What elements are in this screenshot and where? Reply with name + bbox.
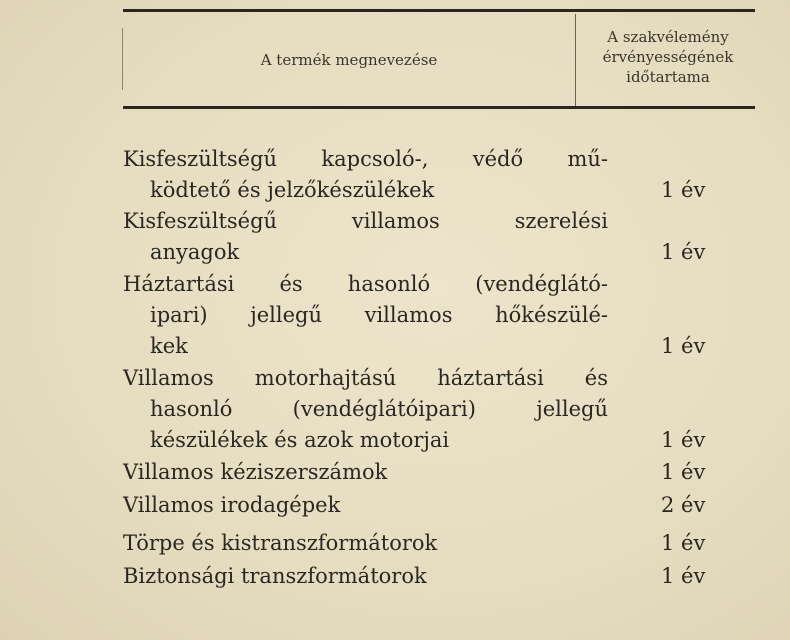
row-name-line: hasonló (vendéglátóipari) jellegű — [150, 397, 608, 421]
row-name-line: Villamos kéziszerszámok — [123, 460, 388, 484]
row-name-line: Háztartási és hasonló (vendéglátó- — [123, 272, 608, 296]
row-name-line: Biztonsági transzformátorok — [123, 564, 427, 588]
row-product-name — [123, 528, 608, 559]
row-validity: 1 év — [661, 334, 706, 358]
row-name-line: Villamos irodagépek — [123, 493, 341, 517]
row-validity: 1 év — [661, 178, 706, 202]
header-product-name: A termék megnevezése — [260, 51, 438, 69]
header-validity-line-2: érvényességének — [602, 48, 734, 66]
row-validity: 1 év — [661, 531, 706, 555]
row-name-line: ködtető és jelzőkészülékek — [150, 178, 435, 202]
header-validity-line-3: időtartama — [626, 68, 710, 86]
row-name-line: Kisfeszültségű villamos szerelési — [123, 209, 608, 233]
row-validity: 2 év — [661, 493, 706, 517]
header-validity-line-1: A szakvélemény — [607, 28, 729, 46]
row-product-name — [123, 206, 608, 268]
row-product-name — [123, 561, 608, 592]
row-validity: 1 év — [661, 428, 706, 452]
table-top-rule — [123, 9, 755, 12]
row-name-line: Törpe és kistranszformátorok — [123, 531, 438, 555]
row-name-line: ipari) jellegű villamos hőkészülé- — [150, 303, 608, 327]
row-name-line: készülékek és azok motorjai — [150, 428, 450, 452]
row-product-name — [123, 144, 608, 206]
row-product-name — [123, 490, 608, 521]
row-name-line: anyagok — [150, 240, 240, 264]
row-name-line: Villamos motorhajtású háztartási és — [123, 366, 608, 390]
row-product-name — [123, 363, 608, 456]
row-validity: 1 év — [661, 460, 706, 484]
row-product-name — [123, 269, 608, 362]
row-product-name — [123, 457, 608, 488]
row-validity: 1 év — [661, 240, 706, 264]
row-name-line: kek — [150, 334, 188, 358]
header-validity — [576, 27, 760, 87]
row-name-line: Kisfeszültségű kapcsoló-, védő mű- — [123, 147, 608, 171]
header-bottom-rule — [123, 106, 755, 109]
row-validity: 1 év — [661, 564, 706, 588]
